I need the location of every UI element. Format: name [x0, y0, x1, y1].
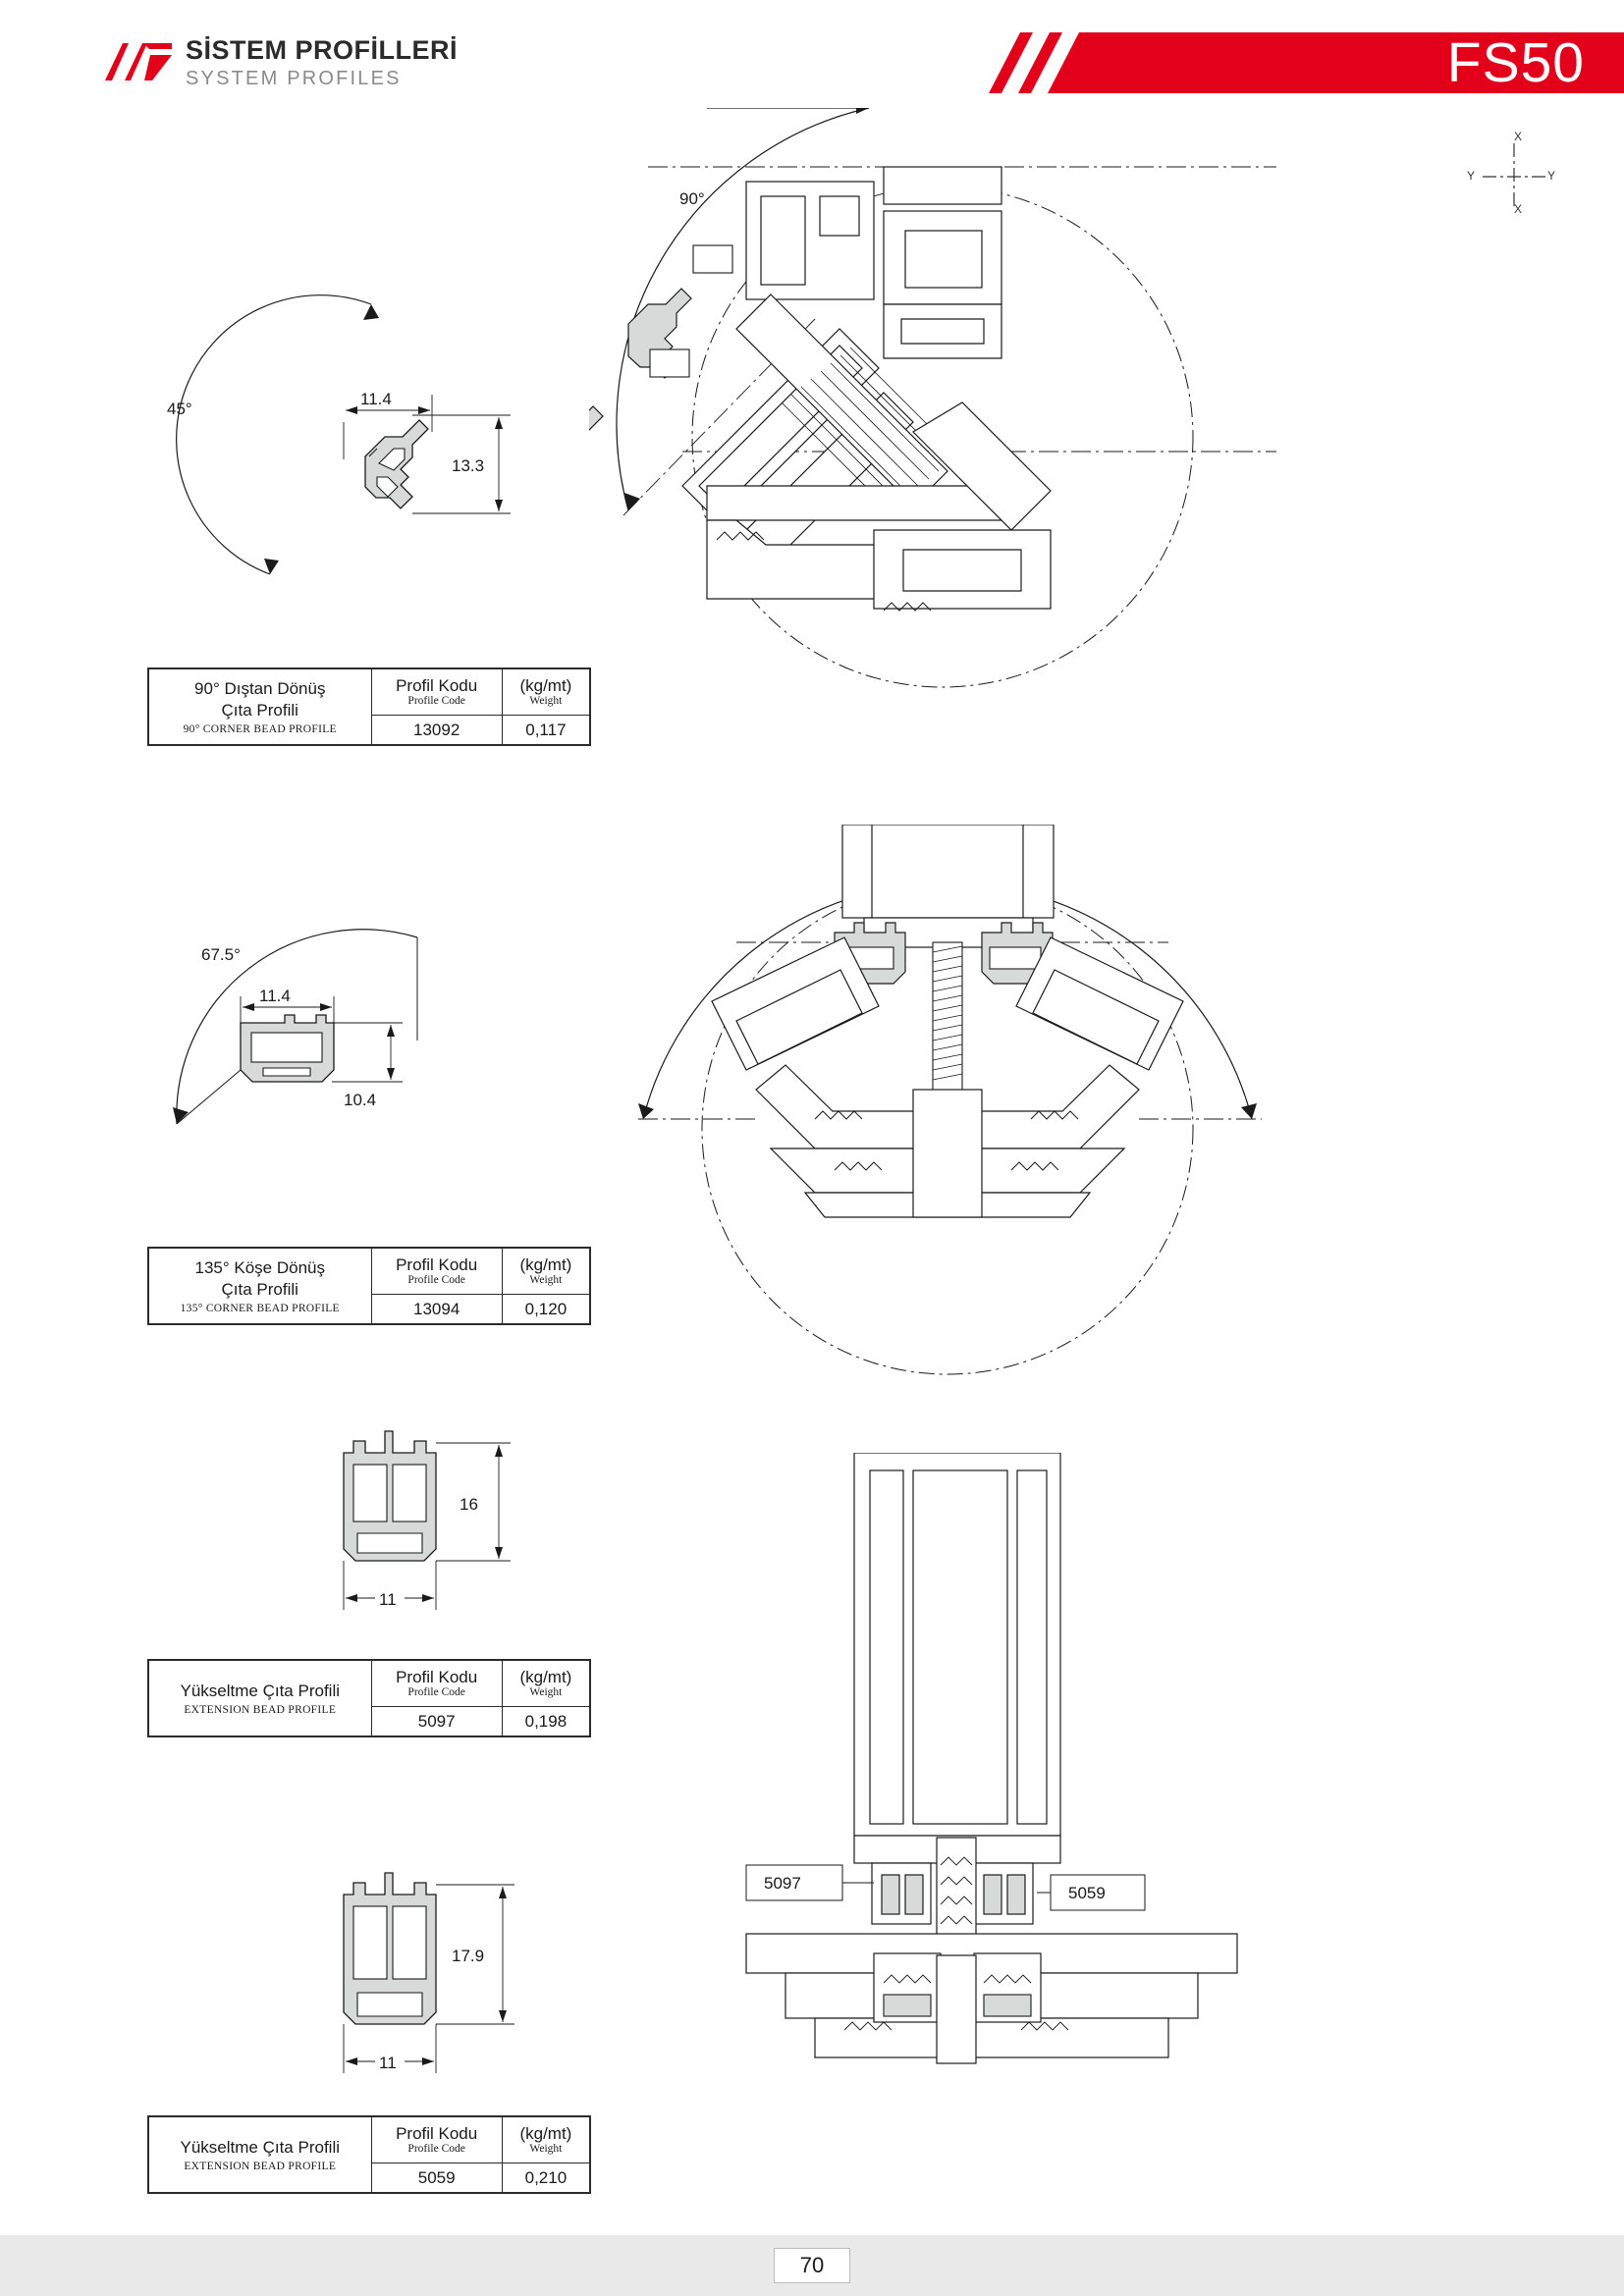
profile-weight-header-tr: (kg/mt)	[519, 675, 572, 695]
profile-weight-value: 0,120	[502, 1295, 589, 1324]
profile-weight-header-en: Weight	[529, 695, 563, 708]
profile-weight-header	[502, 1661, 589, 1707]
profile-name-en: 90° CORNER BEAD PROFILE	[183, 722, 337, 735]
profile-name-tr-1: 90° Dıştan Dönüş	[194, 679, 326, 699]
profile-code-header	[371, 2117, 502, 2163]
drawing-extension-bead-5097	[295, 1423, 609, 1649]
brand-logo	[103, 37, 458, 88]
angle-label-67-5: 67.5°	[201, 945, 241, 964]
system-title-bar	[1080, 32, 1624, 93]
profile-code-value: 5097	[371, 1707, 502, 1736]
profile-code-header-tr: Profil Kodu	[396, 1255, 478, 1274]
profile-name-en: EXTENSION BEAD PROFILE	[184, 2161, 337, 2173]
profile-table-5059	[147, 2115, 591, 2194]
profile-code-header-tr: Profil Kodu	[396, 675, 478, 695]
profile-code-header-tr: Profil Kodu	[396, 1667, 478, 1686]
profile-code-value: 13094	[371, 1295, 502, 1324]
axis-label-y-right: Y	[1547, 169, 1556, 183]
dim-label-width-11-4: 11.4	[360, 390, 392, 408]
profile-weight-value: 0,117	[502, 716, 589, 745]
drawing-extension-bead-5059	[295, 1865, 609, 2110]
profile-code-value: 13092	[371, 716, 502, 745]
profile-code-header-en: Profile Code	[407, 1274, 465, 1287]
dim-label-height-16: 16	[460, 1495, 478, 1514]
profile-code-header-en: Profile Code	[407, 1686, 465, 1699]
brand-name-tr: SİSTEM PROFİLLERİ	[186, 35, 459, 65]
profile-weight-header-tr: (kg/mt)	[519, 1667, 572, 1686]
profile-name-cell	[149, 669, 372, 745]
drawing-90-corner-bead-section	[118, 285, 579, 618]
profile-code-header-en: Profile Code	[407, 695, 465, 708]
page-number: 70	[774, 2248, 850, 2283]
assembly-label-5097: 5097	[764, 1874, 801, 1893]
profile-weight-header	[502, 1249, 589, 1295]
dim-label-width-11-b: 11	[379, 2054, 397, 2072]
axis-label-x-top: X	[1514, 130, 1523, 143]
angle-label-45: 45°	[167, 400, 192, 418]
brand-name-en: SYSTEM PROFILES	[186, 68, 402, 89]
profile-name-tr-1: Yükseltme Çıta Profili	[180, 2137, 340, 2157]
assembly-label-5059: 5059	[1068, 1884, 1106, 1902]
profile-name-cell	[149, 1661, 372, 1736]
profile-table-13092	[147, 667, 591, 746]
profile-table-5097	[147, 1659, 591, 1737]
logo-mark-icon	[103, 37, 174, 88]
profile-name-tr-1: 135° Köşe Dönüş	[194, 1258, 325, 1278]
detail-90-corner-assembly	[589, 108, 1276, 717]
profile-name-tr-2: Çıta Profili	[221, 700, 298, 720]
profile-weight-header-en: Weight	[529, 1686, 563, 1699]
page-footer	[0, 2235, 1624, 2296]
profile-code-value: 5059	[371, 2163, 502, 2193]
dim-label-height-10-4: 10.4	[344, 1091, 377, 1109]
profile-weight-header	[502, 2117, 589, 2163]
header-slashes-decoration	[977, 32, 1080, 93]
detail-135-corner-assembly	[619, 825, 1276, 1433]
profile-weight-value: 0,198	[502, 1707, 589, 1736]
profile-name-en: 135° CORNER BEAD PROFILE	[180, 1302, 340, 1314]
dim-label-height-17-9: 17.9	[452, 1947, 485, 1965]
axis-label-y-left: Y	[1467, 169, 1476, 183]
profile-name-cell	[149, 1249, 372, 1324]
system-title: FS50	[1446, 31, 1585, 94]
profile-weight-header-en: Weight	[529, 1274, 563, 1287]
angle-label-90: 90°	[679, 189, 705, 208]
profile-code-header-tr: Profil Kodu	[396, 2123, 478, 2143]
profile-weight-header	[502, 669, 589, 716]
profile-weight-header-tr: (kg/mt)	[519, 2123, 572, 2143]
detail-extension-bead-assembly	[727, 1453, 1276, 2199]
profile-code-header	[371, 669, 502, 716]
profile-code-header	[371, 1661, 502, 1707]
profile-weight-value: 0,210	[502, 2163, 589, 2193]
dim-label-width-11-a: 11	[379, 1590, 397, 1609]
drawing-135-corner-bead-section	[147, 913, 589, 1227]
axis-label-x-bottom: X	[1514, 202, 1523, 216]
profile-name-en: EXTENSION BEAD PROFILE	[184, 1704, 337, 1717]
dim-label-height-13-3: 13.3	[452, 456, 485, 475]
profile-code-header	[371, 1249, 502, 1295]
axis-indicator-icon	[1463, 126, 1561, 224]
profile-weight-header-tr: (kg/mt)	[519, 1255, 572, 1274]
profile-code-header-en: Profile Code	[407, 2143, 465, 2156]
profile-name-cell	[149, 2117, 372, 2193]
profile-name-tr-1: Yükseltme Çıta Profili	[180, 1681, 340, 1700]
dim-label-width-11-4-b: 11.4	[259, 987, 291, 1005]
profile-weight-header-en: Weight	[529, 2143, 563, 2156]
profile-table-13094	[147, 1247, 591, 1325]
profile-name-tr-2: Çıta Profili	[221, 1279, 298, 1299]
